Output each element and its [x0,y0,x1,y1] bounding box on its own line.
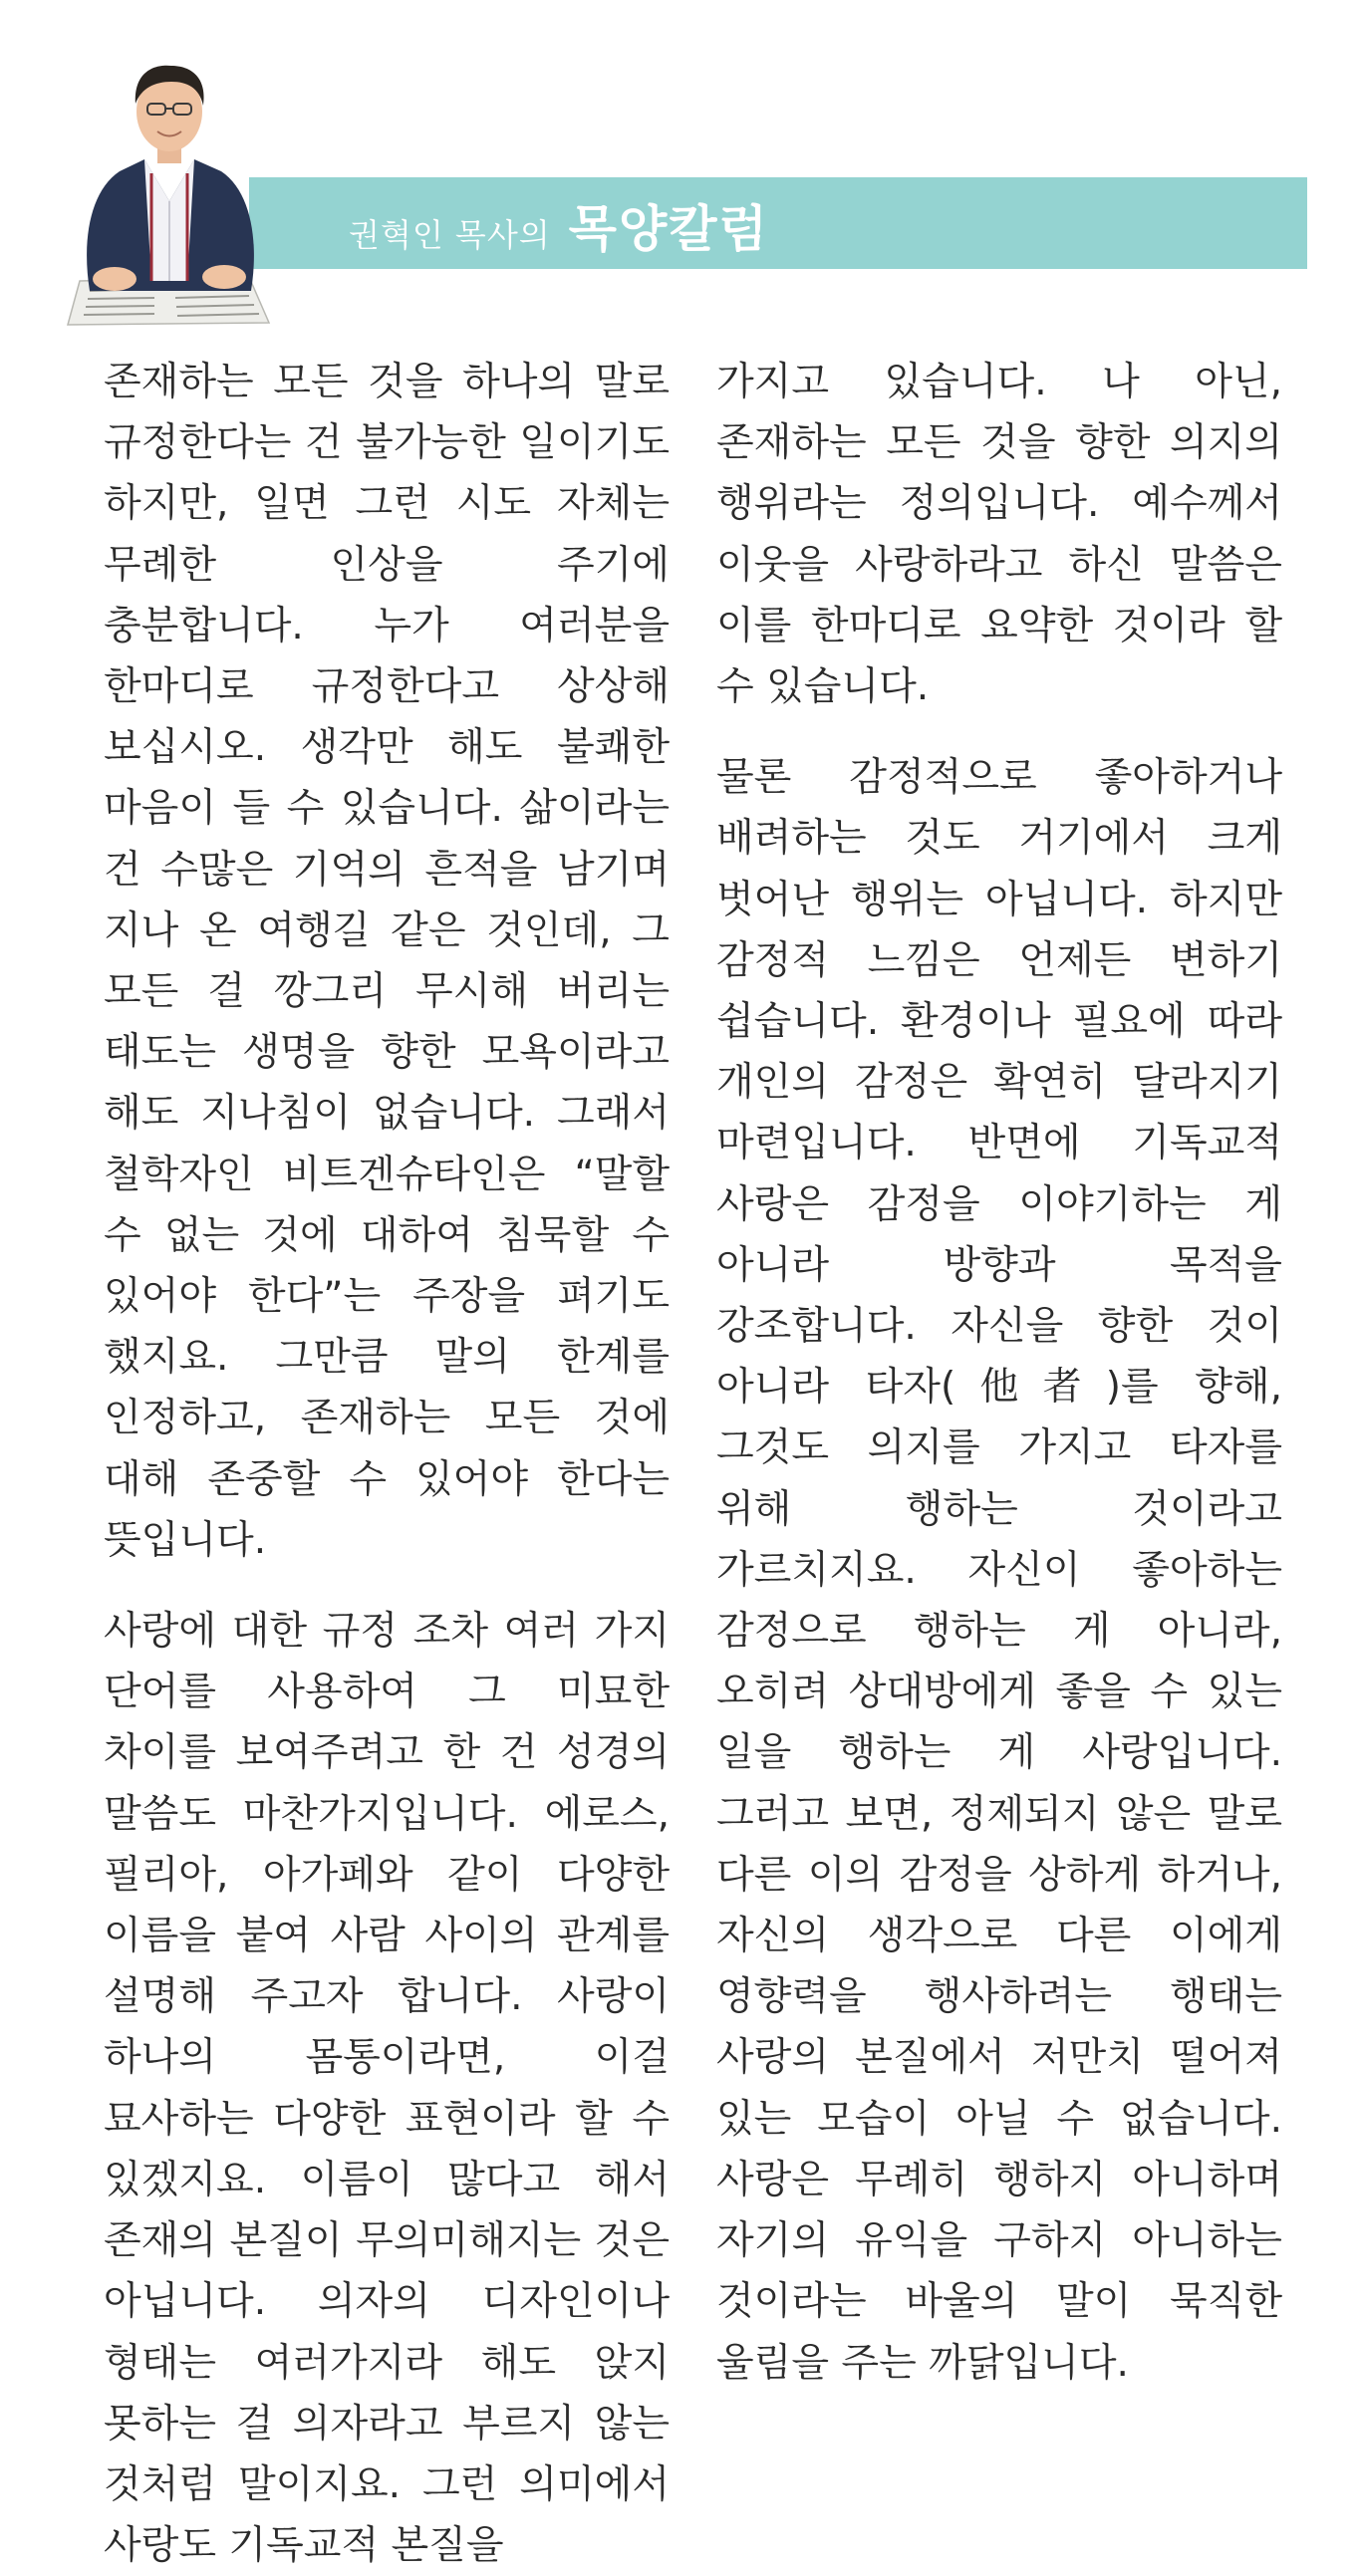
article-left-column [104,352,670,2576]
column-header [0,0,1363,339]
author-label: 권혁인 목사의 [349,216,551,254]
paragraph: 존재하는 모든 것을 하나의 말로 규정한다는 건 불가능한 일이기도 하지만, 일면 그런 시도 자체는 무례한 인상을 주기에 충분합니다. 누가 여러분을 한마디로 규정한다고 상상해 보십시오. 생각만 해도 불쾌한 마음이 들 수 있습니다. 삶이라는 건 수많은 기억의 흔적을 남기며 지나 온 여행길 같은 것인데, 그 모든 걸 깡그리 무시해 버리는 태도는 생명을 향한 모욕이라고 해도 지나침이 없습니다. 그래서 철학자인 비트겐슈타인은 “말할 수 없는 것에 대하여 침묵할 수 있어야 한다”는 주장을 펴기도 했지요. 그만큼 말의 한계를 인정하고, 존재하는 모든 것에 대해 존중할 수 있어야 한다는 뜻입니다. [104,360,670,1563]
paragraph: 가지고 있습니다. 나 아닌, 존재하는 모든 것을 향한 의지의 행위라는 정의입니다. 예수께서 이웃을 사랑하라고 하신 말씀은 이를 한마디로 요약한 것이라 할 수 있습니다. [716,360,1282,710]
pastor-portrait-icon [60,42,279,329]
column-title [349,189,769,259]
paragraph: 사랑에 대한 규정 조차 여러 가지 단어를 사용하여 그 미묘한 차이를 보여주려고 한 건 성경의 말씀도 마찬가지입니다. 에로스, 필리아, 아가페와 같이 다양한 이름을 붙여 사람 사이의 관계를 설명해 주고자 합니다. 사랑이 하나의 몸통이라면, 이걸 묘사하는 다양한 표현이라 할 수 있겠지요. 이름이 많다고 해서 존재의 본질이 무의미해지는 것은 아닙니다. 의자의 디자인이나 형태는 여러가지라 해도 앉지 못하는 걸 의자라고 부르지 않는 것처럼 말이지요. 그런 의미에서 사랑도 기독교적 본질을 [104,1609,670,2569]
article-right-column [716,352,1282,2394]
column-label: 목양칼럼 [568,200,769,258]
paragraph: 물론 감정적으로 좋아하거나 배려하는 것도 거기에서 크게 벗어난 행위는 아닙니다. 하지만 감정적 느낌은 언제든 변하기 쉽습니다. 환경이나 필요에 따라 개인의 감정은 확연히 달라지기 마련입니다. 반면에 기독교적 사랑은 감정을 이야기하는 게 아니라 방향과 목적을 강조합니다. 자신을 향한 것이 아니라 타자(他者)를 향해, 그것도 의지를 가지고 타자를 위해 행하는 것이라고 가르치지요. 자신이 좋아하는 감정으로 행하는 게 아니라, 오히려 상대방에게 좋을 수 있는 일을 행하는 게 사랑입니다. 그러고 보면, 정제되지 않은 말로 다른 이의 감정을 상하게 하거나, 자신의 생각으로 다른 이에게 영향력을 행사하려는 행태는 사랑의 본질에서 저만치 떨어져 있는 모습이 아닐 수 없습니다. 사랑은 무례히 행하지 아니하며 자기의 유익을 구하지 아니하는 것이라는 바울의 말이 묵직한 울림을 주는 까닭입니다. [716,755,1282,2386]
